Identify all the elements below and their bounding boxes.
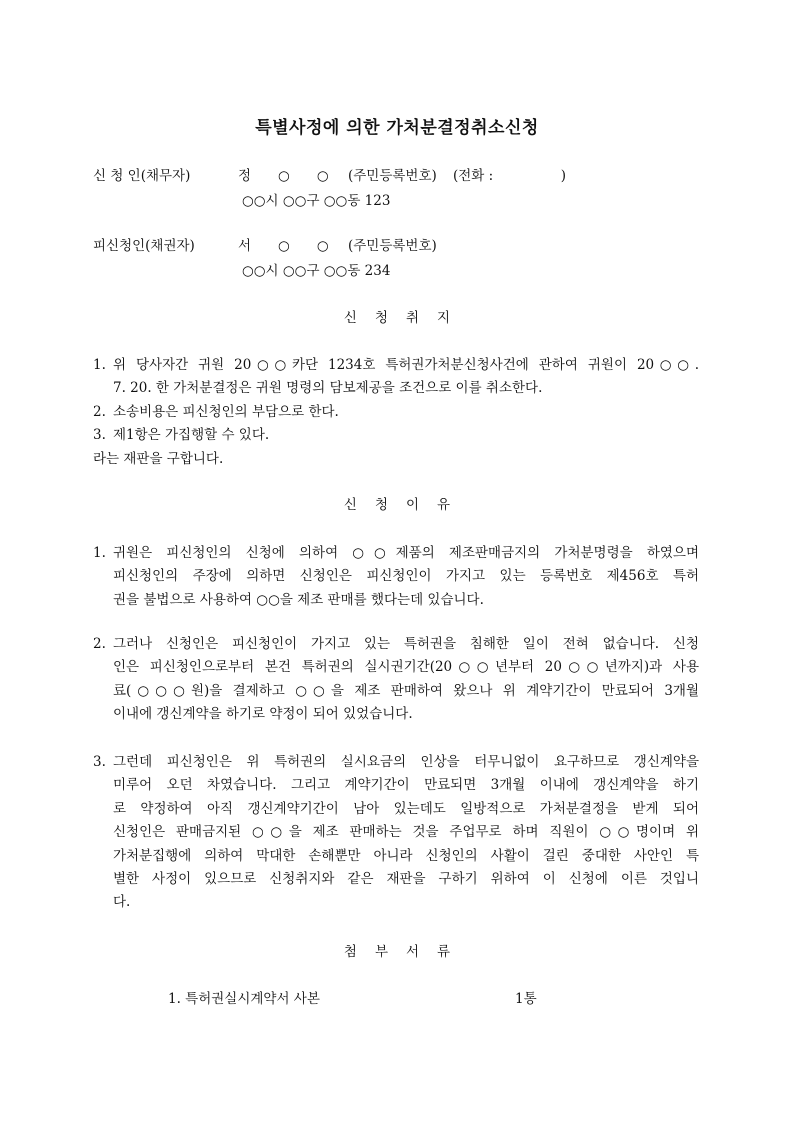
- respondent-name: 서 ○ ○: [238, 238, 329, 254]
- document-title: 특별사정에 의한 가처분결정취소신청: [255, 118, 539, 138]
- applicant-name: 정 ○ ○: [238, 168, 329, 184]
- reason-item-2: 2. 그러나 신청인은 피신청인이 가지고 있는 특허권을 침해한 일이 전혀 없습니다. 신청 인은 피신청인으로부터 본건 특허권의 실시권기간(20○○년부터 20○○년까지)과 사용 료(○○○원)을 결제하고 ○○을 제조 판매하여 왔으나 위 계약기간이 만료되어 3개월 이내에 갱신계약을 하기로 약정이 되어 있었습니다.: [93, 636, 699, 723]
- respondent-id-note: (주민등록번호): [348, 238, 437, 254]
- list-item: 2. 소송비용은 피신청인의 부담으로 한다.: [93, 403, 339, 420]
- reason-item-3: 3. 그런데 피신청인은 위 특허권의 실시요금의 인상을 터무니없이 요구하므로 갱신계약을 미루어 오던 차였습니다. 그리고 계약기간이 만료되면 3개월 이내에 갱신계약을 하기 로 약정하여 아직 갱신계약기간이 남아 있는데도 일방적으로 가처분결정을 받게 되어 신청인은 판매금지된 ○○을 제조 판매하는 것을 주업무로 하며 직원이 ○○명이며 위 가처분집행에 의하여 막대한 손해뿐만 아니라 신청인의 사활이 걸린 중대한 사안인 특 별한 사정이 있으므로 신청취지와 같은 재판을 구하기 위하여 이 신청에 이른 것입니 다.: [93, 754, 699, 911]
- purpose-heading: 신 청 취 지: [343, 310, 451, 326]
- applicant-label: 신 청 인(채무자): [93, 168, 191, 184]
- reason-item-1: 1. 귀원은 피신청인의 신청에 의하여 ○○제품의 제조판매금지의 가처분명령을 하였으며 피신청인의 주장에 의하면 신청인은 피신청인이 가지고 있는 등록번호 제456호 특허 권을 불법으로 사용하여 ○○을 제조 판매를 했다는데 있습니다.: [93, 545, 699, 608]
- list-item: 1. 위 당사자간 귀원 20○○카단 1234호 특허권가처분신청사건에 관하여 귀원이 20○○.: [93, 357, 699, 373]
- list-item: 3. 제1항은 가집행할 수 있다.: [93, 427, 270, 444]
- respondent-address: ○○시 ○○구 ○○동 234: [242, 263, 391, 279]
- respondent-label: 피신청인(채권자): [93, 238, 195, 254]
- applicant-address: ○○시 ○○구 ○○동 123: [242, 193, 391, 209]
- purpose-list: 1. 위 당사자간 귀원 20○○카단 1234호 특허권가처분신청사건에 관하여 귀원이 20○○. 7. 20. 한 가처분결정은 귀원 명령의 담보제공을 조건으로 이를 취소한다. 2. 소송비용은 피신청인의 부담으로 한다. 3. 제1항은 가집행할 수 있다. 라는 재판을 구합니다.: [93, 354, 699, 471]
- attachment-item: 1. 특허권실시계약서 사본: [168, 991, 320, 1007]
- purpose-closing: 라는 재판을 구합니다.: [93, 450, 224, 467]
- attachment-qty: 1통: [515, 991, 537, 1007]
- attachments-heading: 첨 부 서 류: [343, 944, 451, 960]
- applicant-id-note: (주민등록번호): [348, 168, 437, 184]
- reasons-heading: 신 청 이 유: [343, 497, 451, 513]
- applicant-phone-note: (전화 : ): [453, 168, 566, 184]
